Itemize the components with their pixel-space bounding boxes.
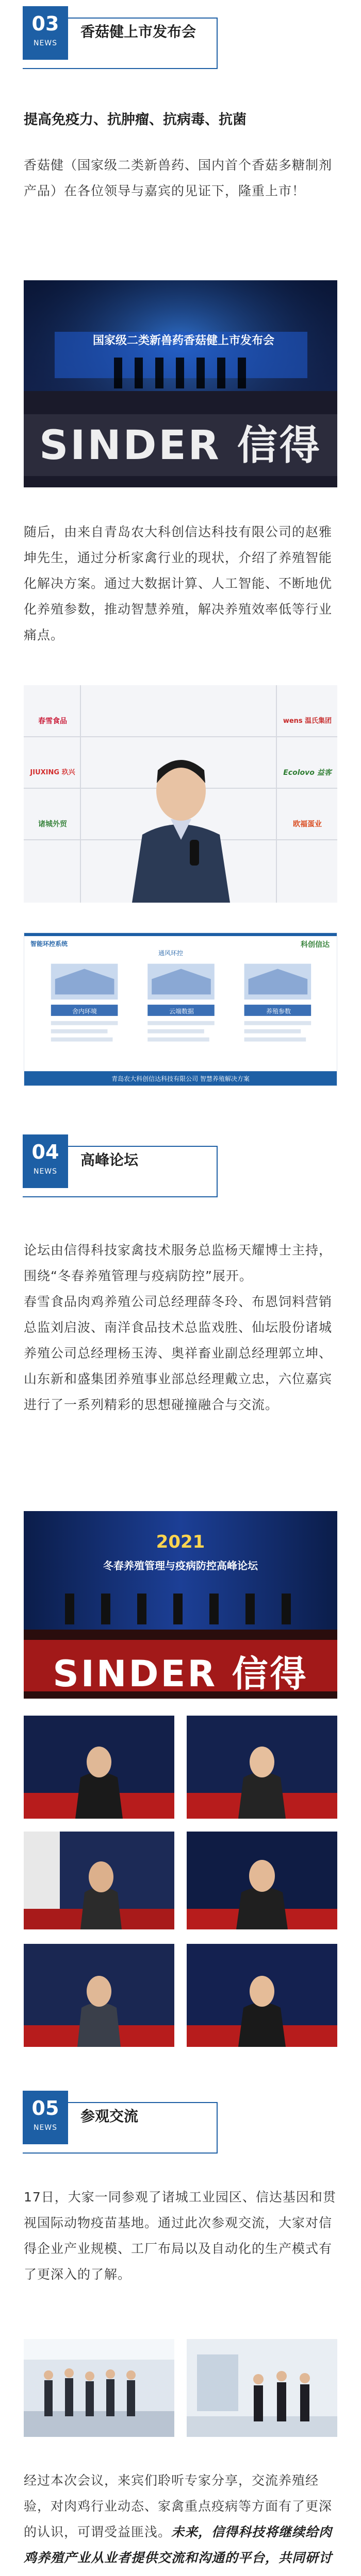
factory-visit-photo: [187, 2339, 337, 2437]
slide-left-label: 智能环控系统: [30, 940, 68, 947]
sponsor-logo-oufu: 欧福蛋业: [293, 820, 322, 828]
sponsor-logo-jiuxing: JIUXING 玖兴: [30, 769, 75, 776]
section-5-header: [23, 2091, 219, 2156]
section-3-header: [23, 6, 219, 71]
launch-ceremony-photo: [24, 280, 337, 487]
section-4-header: [23, 1134, 219, 1199]
factory-visit-photo: [24, 2339, 174, 2437]
forum-host-text: 论坛由信得科技家禽技术服务总监杨天耀博士主持，围绕“冬春养殖管理与疫病防控”展开。: [24, 1243, 333, 1283]
guest-speaker-photo: [187, 1832, 337, 1929]
speaker-intro-text: 随后，由来自青岛农大科创信达科技有限公司的赵雅坤先生，通过分析家禽行业的现状，介绍了养殖智能化解决方案。通过大数据计算、人工智能、不断地优化养殖参数，推动智慧养殖，解决养殖效率低等行业痛点。: [24, 524, 333, 642]
launch-banner-text: 国家级二类新兽药香菇健上市发布会: [92, 334, 274, 347]
closing-text: [24, 2468, 337, 2576]
forum-stage-text: SINDER 信得: [53, 1653, 308, 1695]
guest-speaker-photo: [187, 1944, 337, 2047]
closing-text-emphasis: 未来，信得科技将继续给肉鸡养殖产业从业者提供交流和沟通的平台，共同研讨: [24, 2524, 333, 2565]
slide-logo-text: 科创信达: [301, 941, 330, 949]
guest-speaker-photo: [24, 1944, 174, 2047]
closing-text-normal: 经过本次会议，来宾们聆听专家分享，交流养殖经验，对肉鸡行业动态、家禽重点疫病等方面有了更深的认识，可谓受益匪浅。: [24, 2473, 333, 2539]
forum-banner-title: 2021: [156, 1532, 205, 1552]
intro-paragraph: [24, 152, 337, 204]
slide-center-label: 通风环控: [158, 950, 184, 957]
forum-guests-text: 春雪食品肉鸡养殖公司总经理薛冬玲、布恩饲料营销总监刘启波、南洋食品技术总监戏胜、仙坛股份诸城养殖公司总经理杨玉涛、奥祥畜业副总经理郭立坤、山东新和盛集团养殖事业部总经理戴立忠，六位嘉宾进行了一系列精彩的思想碰撞融合与交流。: [24, 1294, 333, 1412]
forum-panel-photo: [24, 1511, 337, 1699]
sponsor-logo-wens: wens 温氏集团: [283, 717, 332, 725]
guest-speaker-photo: [24, 1832, 174, 1929]
visit-paragraph: [24, 2184, 337, 2287]
guest-speaker-photo: [187, 1716, 337, 1819]
section-title: 香菇健上市发布会: [80, 23, 196, 40]
section-title: 参观交流: [80, 2108, 139, 2125]
product-headline: 提高免疫力、抗肿瘤、抗病毒、抗菌: [24, 112, 247, 128]
sponsor-logo-ecolovo: Ecolovo 益客: [283, 769, 332, 777]
solution-slide-photo: [24, 933, 337, 1086]
slide-caption: 养殖参数: [266, 1008, 291, 1015]
closing-paragraph: [24, 2468, 337, 2576]
section-badge: [23, 1134, 68, 1188]
section-badge: [23, 2091, 68, 2144]
slide-bottom-text: 青岛农大科创信达科技有限公司 智慧养殖解决方案: [111, 1075, 250, 1082]
section-number: 03: [31, 12, 59, 35]
section-badge: [23, 6, 68, 60]
news-tag: NEWS: [33, 1167, 58, 1176]
intro-text: 香菇健（国家级二类新兽药、国内首个香菇多糖制剂产品）在各位领导与嘉宾的见证下，隆重上市！: [24, 158, 333, 198]
sponsor-logo-zhucheng: 诸城外贸: [38, 820, 67, 828]
guest-speaker-photo: [24, 1716, 174, 1819]
news-tag: NEWS: [33, 2124, 58, 2132]
section-number: 04: [31, 1141, 59, 1163]
forum-banner-sub: 冬春养殖管理与疫病防控高峰论坛: [103, 1560, 258, 1572]
slide-caption: 云端数据: [169, 1008, 194, 1015]
section-number: 05: [31, 2097, 59, 2120]
section-title: 高峰论坛: [80, 1151, 139, 1168]
visit-text: 17日，大家一同参观了诸城工业园区、信达基因和贯视国际动物疫苗基地。通过此次参观交流，大家对信得企业产业规模、工厂布局以及自动化的生产模式有了更深入的了解。: [24, 2190, 336, 2282]
slide-caption: 舍内环境: [72, 1008, 97, 1015]
speaker-photo: [24, 685, 337, 903]
forum-paragraph: [24, 1238, 337, 1418]
sponsor-logo-chunxue: 春雪食品: [38, 717, 67, 725]
speaker-intro-paragraph: [24, 519, 337, 648]
launch-stage-text: SINDER 信得: [39, 422, 322, 469]
news-tag: NEWS: [33, 39, 58, 47]
